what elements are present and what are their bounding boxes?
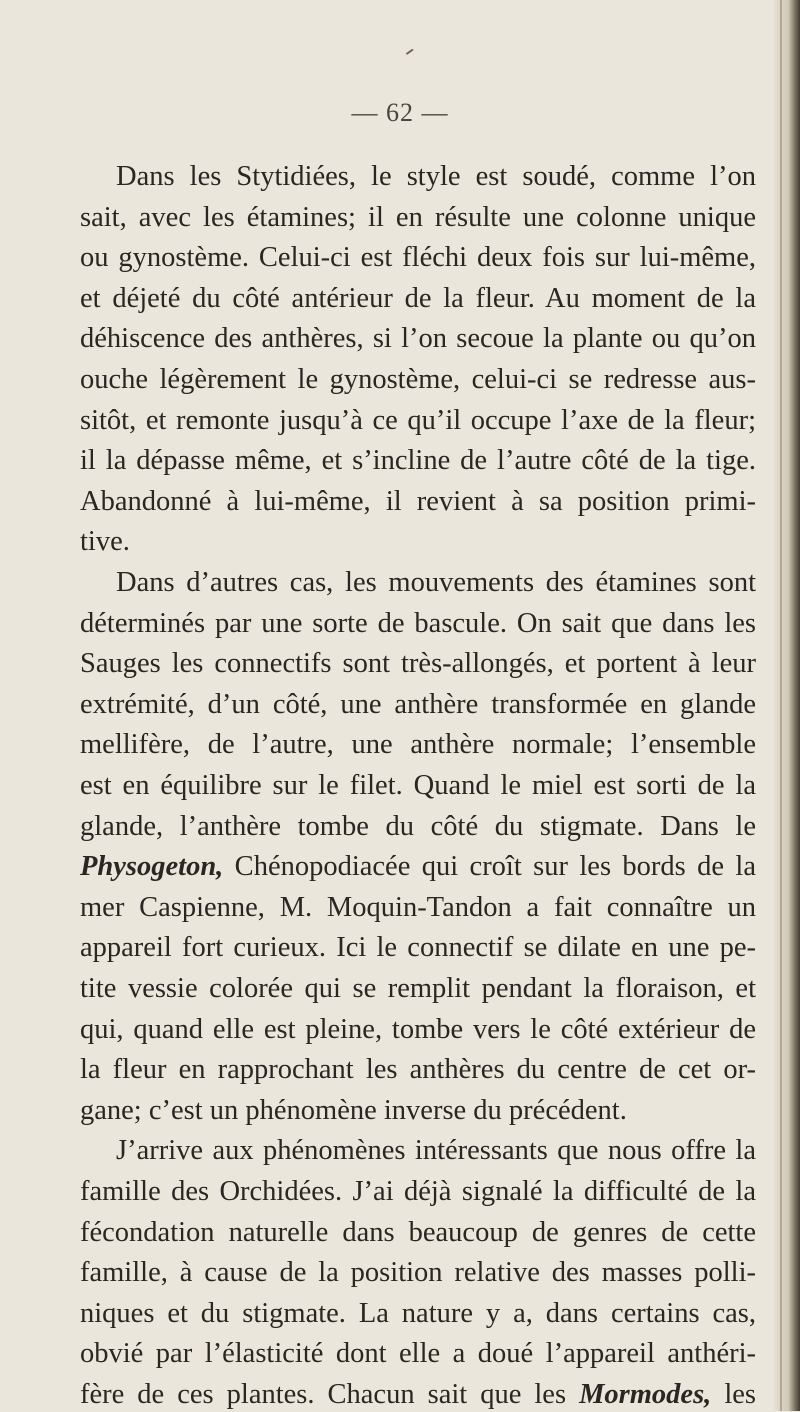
text-line: déterminés par une sorte de bascule. On sait que dans les (80, 607, 756, 639)
text-line (80, 850, 756, 884)
text-span: fère de ces plantes. Chacun sait que les (80, 1379, 580, 1410)
text-line: famille, à cause de la position relative des masses polli- (80, 1257, 756, 1289)
text-span: les (711, 1379, 756, 1410)
text-line: Sauges les connectifs sont très-allongés, et portent à leur (80, 648, 756, 680)
text-line: ou gynostème. Celui-ci est fléchi deux fois sur lui-même, (80, 242, 756, 274)
text-line: Dans d’autres cas, les mouvements des étamines sont (116, 567, 756, 598)
text-line: déhiscence des anthères, si l’on secoue la plante ou qu’on (80, 323, 756, 355)
text-line: la fleur en rapprochant les anthères du centre de cet or- (80, 1054, 756, 1086)
text-line: ouche légèrement le gynostème, celui-ci se redresse aus- (80, 364, 756, 395)
ink-mark (406, 49, 418, 62)
text-line: famille des Orchidées. J’ai déjà signalé la difficulté de la (80, 1176, 756, 1207)
page-number: — 62 — (351, 98, 449, 127)
text-line: sitôt, et remonte jusqu’à ce qu’il occupe l’axe de la fleur; (80, 404, 756, 436)
text-line: tive. (80, 526, 130, 558)
text-span: Chénopodiacée qui croît sur les bords de la (223, 851, 756, 883)
italic-term: Mormodes, (579, 1379, 712, 1410)
text-line: glande, l’anthère tombe du côté du stigmate. Dans le (80, 810, 756, 842)
text-line: J’arrive aux phénomènes intéressants que nous offre la (116, 1135, 756, 1167)
text-line: Abandonné à lui-même, il revient à sa position primi- (80, 485, 756, 517)
text-line: extrémité, d’un côté, une anthère transformée en glande (80, 688, 756, 720)
page-edge-shadow (774, 0, 800, 1411)
italic-term: Physogeton, (80, 851, 224, 883)
text-line: niques et du stigmate. La nature y a, dans certains cas, (80, 1297, 756, 1329)
text-line: sait, avec les étamines; il en résulte une colonne unique (80, 201, 756, 233)
text-line: et déjeté du côté antérieur de la fleur. Au moment de la (80, 282, 756, 314)
text-line: fécondation naturelle dans beaucoup de genres de cette (80, 1216, 756, 1248)
text-line: appareil fort curieux. Ici le connectif se dilate en une pe- (80, 932, 756, 964)
text-line (80, 1378, 756, 1412)
text-line: tite vessie colorée qui se remplit pendant la floraison, et (80, 973, 756, 1004)
text-line: qui, quand elle est pleine, tombe vers le côté extérieur de (80, 1013, 756, 1045)
text-line: mellifère, de l’autre, une anthère normale; l’ensemble (80, 729, 756, 761)
text-line: mer Caspienne, M. Moquin-Tandon a fait connaître un (80, 891, 756, 923)
text-line: est en équilibre sur le filet. Quand le miel est sorti de la (80, 770, 756, 801)
text-line: obvié par l’élasticité dont elle a doué l’appareil anthéri- (80, 1338, 756, 1370)
text-line: gane; c’est un phénomène inverse du précédent. (80, 1094, 627, 1126)
text-line: il la dépasse même, et s’incline de l’autre côté de la tige. (80, 445, 756, 477)
text-line: Dans les Stytidiées, le style est soudé, comme l’on (116, 161, 756, 192)
